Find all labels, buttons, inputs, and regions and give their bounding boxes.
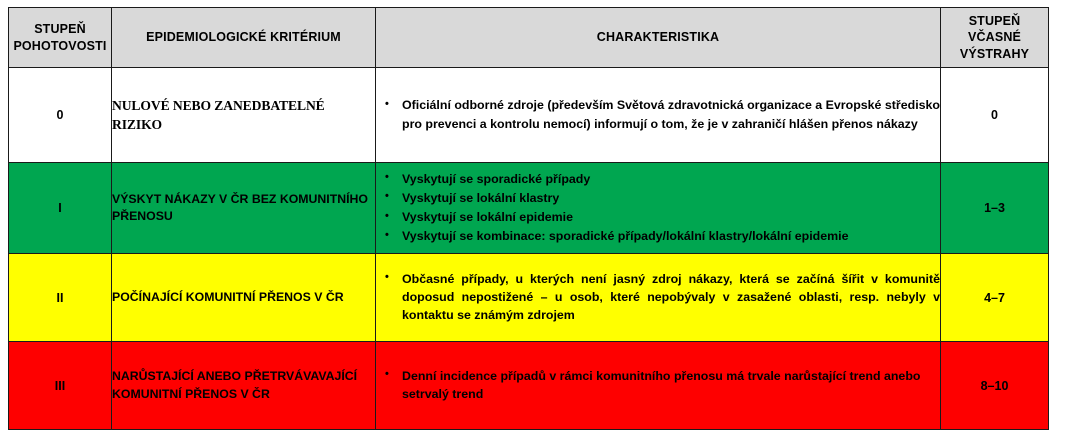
list-item: • Občasné případy, u kterých není jasný zdroj nákazy, která se začíná šířit v komunitě doposud nepostižené – u osob, které nepobývaly v zasažené oblasti, resp. nebyly v kontaktu se známým zdrojem bbox=[402, 270, 940, 324]
column-header-alert-level bbox=[9, 8, 112, 68]
cell-alert-level: I bbox=[9, 163, 112, 254]
cell-criterion: NARŮSTAJÍCÍ ANEBO PŘETRVÁVAVAJÍCÍ KOMUNITNÍ PŘENOS V ČR bbox=[112, 342, 376, 430]
cell-criterion: POČÍNAJÍCÍ KOMUNITNÍ PŘENOS V ČR bbox=[112, 254, 376, 342]
table-header-row bbox=[9, 8, 1049, 68]
cell-characteristics bbox=[376, 163, 941, 254]
cell-early-warning: 8–10 bbox=[941, 342, 1049, 430]
table-row bbox=[9, 163, 1049, 254]
column-header-epidemiological-criterion: EPIDEMIOLOGICKÉ KRITÉRIUM bbox=[112, 8, 376, 68]
table-row bbox=[9, 342, 1049, 430]
cell-criterion: VÝSKYT NÁKAZY V ČR BEZ KOMUNITNÍHO PŘENOSU bbox=[112, 163, 376, 254]
cell-characteristics bbox=[376, 254, 941, 342]
table-row bbox=[9, 254, 1049, 342]
column-header-early-warning-level-line2: VÝSTRAHY bbox=[959, 46, 1030, 61]
list-item: • Oficiální odborné zdroje (především Světová zdravotnická organizace a Evropské středisko pro prevenci a kontrolu nemocí) informují o tom, že je v zahraničí hlášen přenos nákazy bbox=[402, 96, 940, 132]
list-item: • Denní incidence případů v rámci komunitního přenosu má trvale narůstající trend anebo setrvalý trend bbox=[402, 367, 940, 403]
cell-alert-level: II bbox=[9, 254, 112, 342]
cell-early-warning: 0 bbox=[941, 68, 1049, 163]
column-header-alert-level-line2: POHOTOVOSTI bbox=[13, 38, 107, 53]
list-item: • Vyskytují se sporadické případy bbox=[402, 170, 940, 188]
column-header-characteristics: CHARAKTERISTIKA bbox=[376, 8, 941, 68]
characteristics-list bbox=[376, 270, 940, 324]
list-item: • Vyskytují se kombinace: sporadické případy/lokální klastry/lokální epidemie bbox=[402, 227, 940, 245]
cell-characteristics bbox=[376, 342, 941, 430]
list-item: • Vyskytují se lokální epidemie bbox=[402, 208, 940, 226]
table-row bbox=[9, 68, 1049, 163]
cell-alert-level: 0 bbox=[9, 68, 112, 163]
characteristics-list bbox=[376, 170, 940, 245]
cell-early-warning: 1–3 bbox=[941, 163, 1049, 254]
list-item: • Vyskytují se lokální klastry bbox=[402, 189, 940, 207]
cell-alert-level: III bbox=[9, 342, 112, 430]
column-header-alert-level-line1: STUPEŇ bbox=[34, 22, 86, 36]
column-header-early-warning-level bbox=[941, 8, 1049, 68]
characteristics-list bbox=[376, 96, 940, 132]
cell-characteristics bbox=[376, 68, 941, 163]
cell-early-warning: 4–7 bbox=[941, 254, 1049, 342]
characteristics-list bbox=[376, 367, 940, 403]
cell-criterion: NULOVÉ NEBO ZANEDBATELNÉ RIZIKO bbox=[112, 68, 376, 163]
column-header-early-warning-level-line1: STUPEŇ VČASNÉ bbox=[968, 13, 1021, 45]
risk-level-table bbox=[8, 7, 1049, 430]
